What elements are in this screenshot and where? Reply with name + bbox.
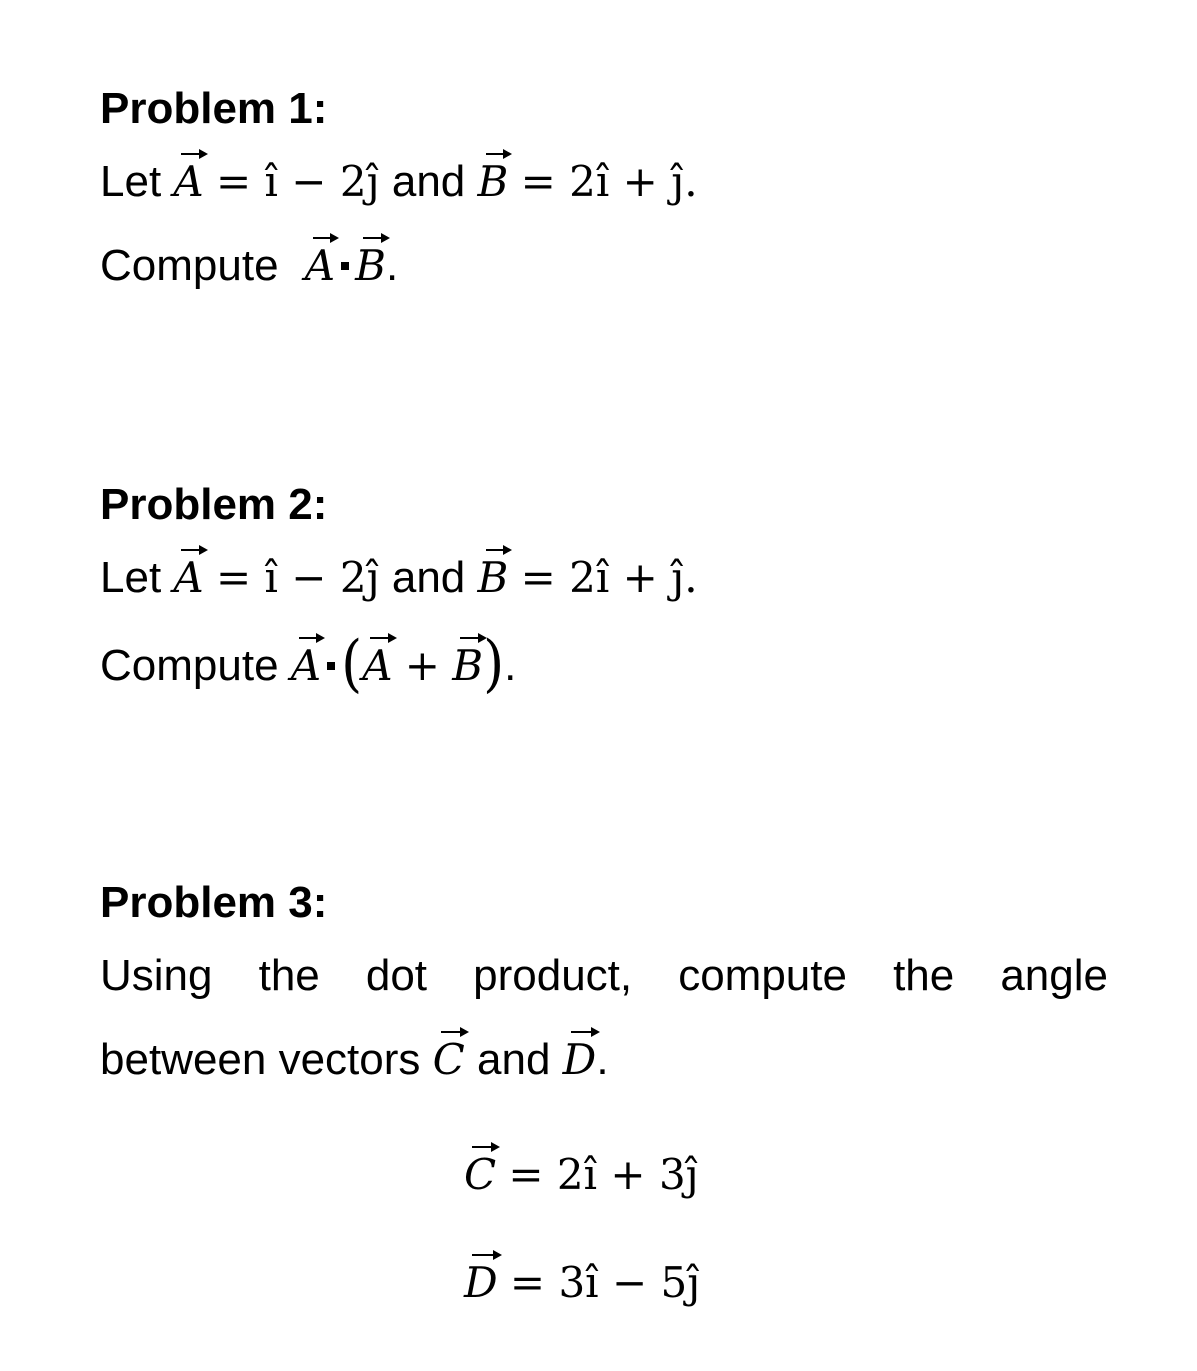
- problem-1: [100, 78, 1108, 308]
- problem-1-title: Problem 1:: [100, 84, 328, 133]
- vector-arrow-icon: [486, 149, 513, 159]
- vector-arrow-icon: [370, 633, 396, 643]
- problem-3-statement-line-2: [100, 1018, 1108, 1102]
- dot-product-icon: [341, 262, 349, 270]
- statement-suffix: .: [596, 1035, 609, 1084]
- plus-sign: +: [404, 641, 440, 690]
- task-suffix: .: [386, 241, 399, 290]
- vector-d: D: [464, 1262, 498, 1304]
- problem-3-title: Problem 3:: [100, 878, 328, 927]
- given-conjunction: and: [391, 157, 466, 206]
- given-prefix: Let: [100, 553, 162, 602]
- vector-arrow-icon: [363, 233, 390, 243]
- vector-arrow-icon: [472, 1142, 500, 1152]
- dot-product-icon: [327, 662, 335, 670]
- vector-a: A: [173, 557, 203, 599]
- problem-3: [100, 872, 1108, 1102]
- vector-a: A: [305, 245, 335, 287]
- equation-vector-d: [464, 1258, 804, 1308]
- vector-d: D: [563, 1039, 597, 1081]
- vector-arrow-icon: [181, 545, 207, 555]
- task-prefix: Compute: [100, 241, 279, 290]
- vector-b: B: [478, 557, 509, 599]
- vector-d-expression: = 3î − 5ĵ: [509, 1258, 701, 1307]
- vector-c: C: [464, 1154, 496, 1196]
- vector-b: B: [478, 161, 509, 203]
- vector-arrow-icon: [472, 1250, 502, 1260]
- vector-a: A: [291, 645, 321, 687]
- vector-arrow-icon: [181, 149, 207, 159]
- problem-1-task: [100, 224, 1108, 308]
- vector-a: A: [362, 645, 392, 687]
- problem-1-given: [100, 140, 1108, 224]
- problem-2-task: [100, 620, 1108, 704]
- vector-arrow-icon: [299, 633, 325, 643]
- problem-3-statement-line-1: Using the dot product, compute the angle: [100, 951, 1108, 1000]
- vector-b: B: [355, 245, 386, 287]
- vector-arrow-icon: [486, 545, 513, 555]
- vector-c-expression: = 2î + 3ĵ: [508, 1150, 699, 1199]
- problem-2: [100, 474, 1108, 704]
- vector-arrow-icon: [313, 233, 339, 243]
- vector-c: C: [433, 1039, 465, 1081]
- given-prefix: Let: [100, 157, 162, 206]
- vector-arrow-icon: [441, 1027, 469, 1037]
- equation-vector-c: [464, 1150, 804, 1200]
- vector-b-expression: = 2î + ĵ.: [520, 157, 698, 206]
- vector-b: B: [452, 645, 483, 687]
- vector-a: A: [173, 161, 203, 203]
- task-prefix: Compute: [100, 641, 279, 690]
- given-conjunction: and: [391, 553, 466, 602]
- close-paren: ): [483, 627, 505, 700]
- task-suffix: .: [504, 641, 517, 690]
- statement-prefix: between vectors: [100, 1035, 421, 1084]
- vector-a-expression: = î − 2ĵ: [215, 157, 380, 206]
- open-paren: (: [341, 627, 363, 700]
- problem-2-given: [100, 536, 1108, 620]
- problem-2-title: Problem 2:: [100, 480, 328, 529]
- vector-arrow-icon: [571, 1027, 601, 1037]
- vector-b-expression: = 2î + ĵ.: [520, 553, 698, 602]
- vector-a-expression: = î − 2ĵ: [215, 553, 380, 602]
- statement-conjunction: and: [477, 1035, 551, 1084]
